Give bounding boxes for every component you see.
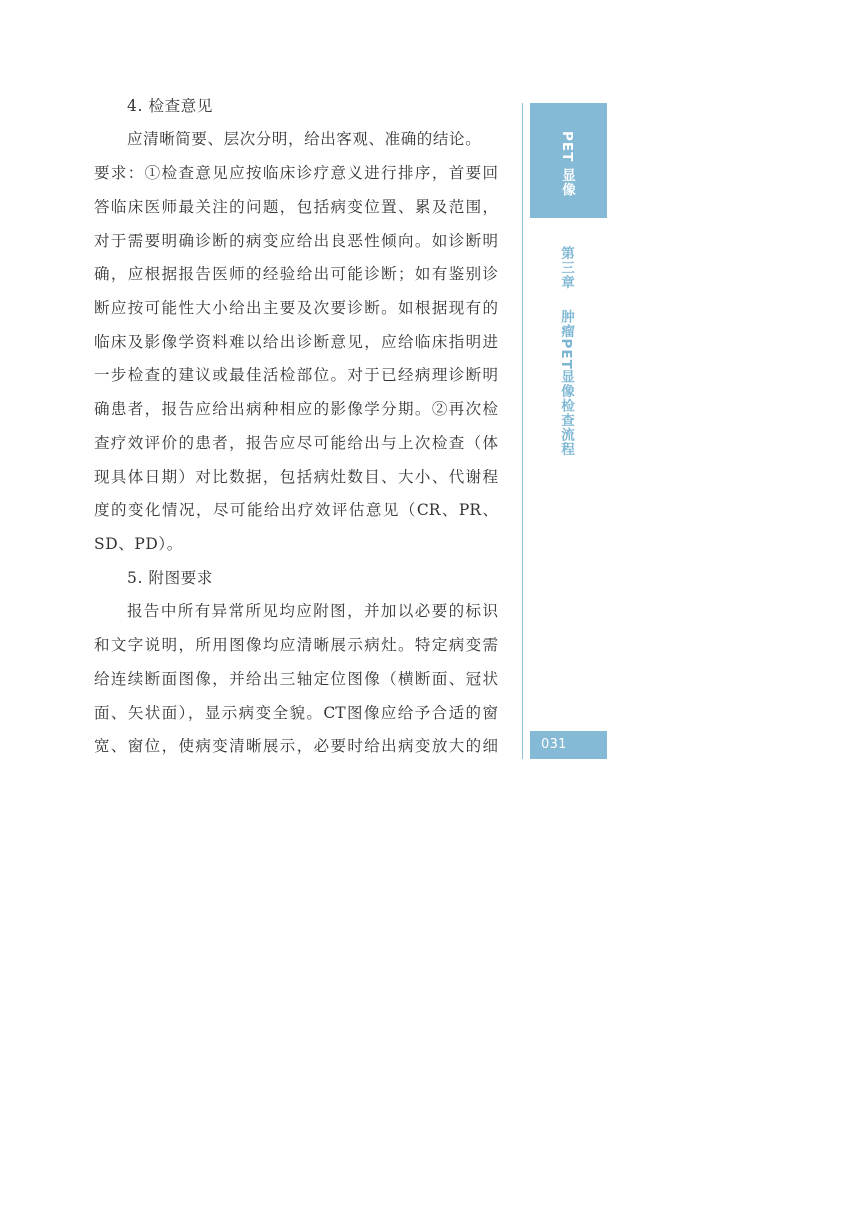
- margin-divider: [522, 103, 523, 759]
- paragraph-line: 确，应根据报告医师的经验给出可能诊断；如有鉴别诊: [94, 265, 498, 283]
- paragraph-line: 查疗效评价的患者，报告应尽可能给出与上次检查（体: [94, 434, 498, 452]
- paragraph-line: 给连续断面图像，并给出三轴定位图像（横断面、冠状: [94, 670, 498, 688]
- paragraph-line: 确患者，报告应给出病种相应的影像学分期。②再次检: [94, 400, 498, 418]
- paragraph-line: 度的变化情况，尽可能给出疗效评估意见（CR、PR、: [94, 501, 498, 519]
- section-heading-4: 4. 检查意见: [127, 97, 213, 115]
- paragraph-line: 报告中所有异常所见均应附图，并加以必要的标识: [127, 602, 498, 620]
- paragraph-line: 现具体日期）对比数据，包括病灶数目、大小、代谢程: [94, 468, 498, 486]
- paragraph-line: 对于需要明确诊断的病变应给出良恶性倾向。如诊断明: [94, 232, 498, 250]
- paragraph-line: 应清晰简要、层次分明，给出客观、准确的结论。: [127, 130, 482, 148]
- paragraph-line: 断应按可能性大小给出主要及次要诊断。如根据现有的: [94, 299, 498, 317]
- paragraph-line: 临床及影像学资料难以给出诊断意见，应给临床指明进: [94, 333, 498, 351]
- chapter-title: 肿瘤PET显像检查流程: [558, 309, 574, 457]
- page-number: 031: [541, 737, 567, 752]
- paragraph-line: 一步检查的建议或最佳活检部位。对于已经病理诊断明: [94, 366, 498, 384]
- paragraph-line: 面、矢状面），显示病变全貌。CT图像应给予合适的窗: [94, 704, 498, 722]
- paragraph-line: 要求：①检查意见应按临床诊疗意义进行排序，首要回: [94, 164, 498, 182]
- paragraph-line: 和文字说明，所用图像均应清晰展示病灶。特定病变需: [94, 636, 498, 654]
- book-title: PET 显像: [559, 131, 575, 198]
- paragraph-line: 宽、窗位，使病变清晰展示，必要时给出病变放大的细: [94, 737, 498, 755]
- chapter-number: 第三章: [558, 246, 574, 290]
- paragraph-line: 答临床医师最关注的问题，包括病变位置、累及范围，: [94, 198, 498, 216]
- section-heading-5: 5. 附图要求: [127, 569, 213, 587]
- chapter-label: [556, 246, 576, 457]
- paragraph-line: SD、PD）。: [94, 535, 183, 553]
- page-number-tab: [530, 731, 607, 759]
- book-title-tab: [530, 103, 607, 218]
